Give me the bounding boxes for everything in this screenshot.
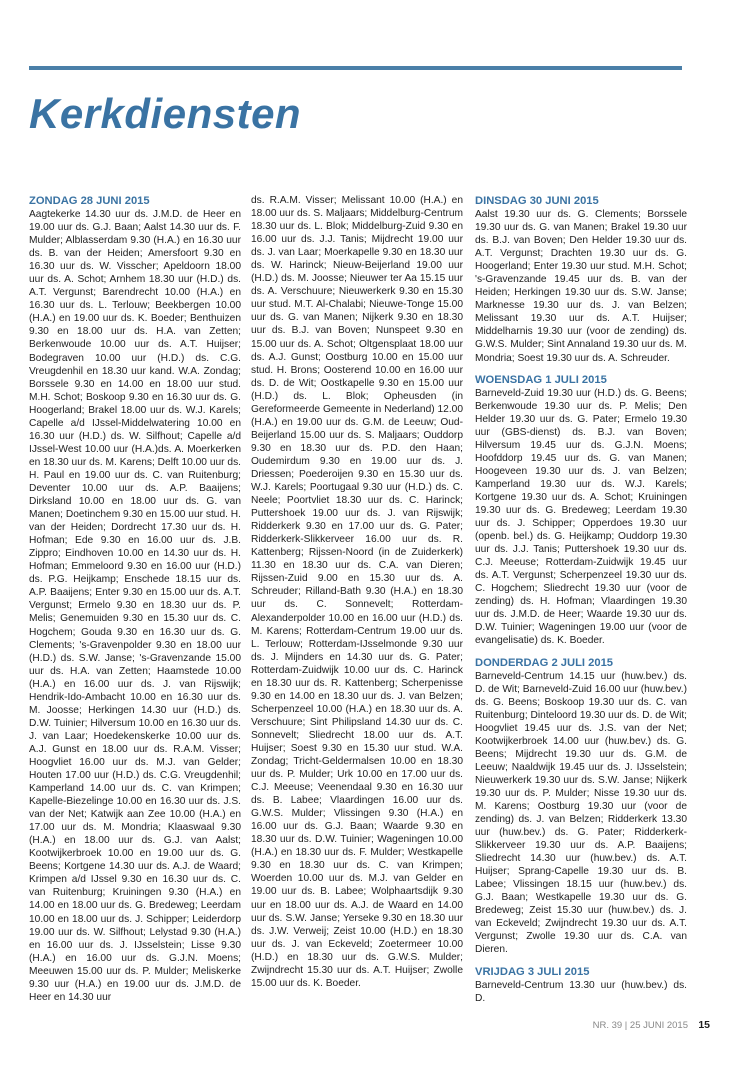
section-text: Aalst 19.30 uur ds. G. Clements; Borssele 19.30 uur ds. G. van Manen; Brakel 19.30 uur ds. B.J. van Boven; Den Helder 19.30 uur ds. A.T. Vergunst; Drachten 19.30 uur ds. G. Hoogerland; Enter 19.30 uur stud. M.H. Schot; 's-Gravenzande 19.45 uur ds. B. van der Heiden; Herkingen 19.30 uur ds. S.W. Janse; Marknesse 19.30 uur ds. J. van Belzen; Melissant 19.30 uur ds. A.T. Huijser; Middelharnis 19.30 uur (voor de zending) ds. G.W.S. Mulder; Sint Annaland 19.30 uur ds. M. Mondria; Soest 19.30 uur ds. A. Schreuder. bbox=[475, 209, 687, 364]
page-number: 15 bbox=[698, 1019, 710, 1031]
column-2 bbox=[251, 194, 463, 998]
section-text: ds. R.A.M. Visser; Melissant 10.00 (H.A.) en 18.00 uur ds. S. Maljaars; Middelburg-Centrum 18.30 uur ds. L. Blok; Middelburg-Zuid 9.30 en 16.00 uur ds. J.J. Tanis; Mijdrecht 19.00 uur ds. J. van Laar; Moerkapelle 9.30 en 18.30 uur ds. W. Harinck; Nieuw-Beijerland 19.00 uur (H.D.) ds. M. Joosse; Nieuwer ter Aa 15.15 uur ds. A. Verschuure; Nieuwerkerk 9.30 en 15.30 uur stud. M.T. Al-Chalabi; Nieuwe-Tonge 15.00 uur ds. G. van Manen; Nijkerk 9.30 en 18.30 uur ds. B.J. van Boven; Nunspeet 9.30 en 15.00 uur ds. A. Schot; Oltgensplaat 18.00 uur ds. A.J. Gunst; Oostburg 10.00 en 15.00 uur stud. H. Brons; Oosterend 10.00 en 16.00 uur ds. D. de Wit; Oostkapelle 9.30 en 15.00 uur (H.D.) ds. L. Blok; Opheusden (in Gereformeerde Gemeente in Nederland) 12.00 (H.A.) en 19.00 uur ds. G.M. de Leeuw; Oud-Beijerland 15.00 uur ds. S. Maljaars; Ouddorp 9.30 en 18.30 uur ds. P.D. den Haan; Oudemirdum 9.30 en 19.00 uur ds. J. Driessen; Poederoijen 9.30 en 15.30 uur ds. W.J. Karels; Poortugaal 9.30 uur (H.D.) ds. C. Neele; Poortvliet 18.30 uur ds. C. Harinck; Puttershoek 19.00 uur ds. J. van Rijswijk; Ridderkerk 9.30 en 17.00 uur ds. G. Pater; Ridderkerk-Slikkerveer 16.00 uur ds. R. Kattenberg; Rijssen-Noord (in de Zuiderkerk) 11.30 en 18.30 uur ds. C.A. van Dieren; Rijssen-Zuid 9.00 en 15.30 uur ds. A. Schreuder; Rilland-Bath 9.30 (H.A.) en 18.30 uur ds. C. Sonnevelt; Rotterdam-Alexanderpolder 10.00 en 16.00 uur (H.D.) ds. M. Karens; Rotterdam-Centrum 19.00 uur ds. L. Terlouw; Rotterdam-IJsselmonde 9.30 uur ds. J. Mijnders en 14.30 uur ds. G. Pater; Rotterdam-Zuidwijk 10.00 uur ds. C. Harinck en 18.30 uur ds. R. Kattenberg; Scherpenisse 9.30 en 14.00 en 18.30 uur ds. J. van Belzen; Scherpenzeel 10.00 (H.A.) en 18.30 uur ds. A. Verschuure; Sint Philipsland 14.30 uur ds. C. Sonnevelt; Sliedrecht 18.00 uur ds. A.T. Huijser; Soest 9.30 en 15.30 uur stud. W.A. Zondag; Tricht-Geldermalsen 10.00 en 18.30 uur ds. P. Mulder; Urk 10.00 en 17.00 uur ds. C.J. Meeuse; Veenendaal 9.30 en 16.30 uur ds. B. Labee; Vlaardingen 16.00 uur ds. G.W.S. Mulder; Vlissingen 9.30 (H.A.) en 16.00 uur ds. G.J. Baan; Waarde 9.30 en 18.30 uur ds. D.W. Tuinier; Wageningen 10.00 (H.A.) en 18.30 uur ds. F. Mulder; Westkapelle 9.30 en 18.30 uur ds. C. van Krimpen; Woerden 10.00 uur ds. M.J. van Gelder en 19.00 uur ds. B. Labee; Wolphaartsdijk 9.30 uur en 18.00 uur ds. A.J. de Waard en 14.00 uur ds. S.W. Janse; Yerseke 9.30 en 18.30 uur ds. J.W. Verweij; Zeist 10.00 (H.D.) en 18.30 uur ds. J. van Eckeveld; Zoetermeer 10.00 (H.D.) en 18.30 uur ds. G.W.S. Mulder; Zwijndrecht 15.30 uur ds. A.T. Huijser; Zwolle 15.00 uur ds. K. Boeder. bbox=[251, 195, 463, 989]
column-3 bbox=[475, 194, 687, 1013]
section-heading: WOENSDAG 1 JULI 2015 bbox=[475, 373, 607, 386]
section-text: Barneveld-Zuid 19.30 uur (H.D.) ds. G. Beens; Berkenwoude 19.30 uur ds. P. Melis; Den Helder 19.30 uur ds. G. Pater; Ermelo 19.30 uur (GBS-dienst) ds. B.J. van Boven; Hilversum 19.45 uur ds. G.J.N. Moens; Hoofddorp 19.45 uur ds. G. van Manen; Hoogeveen 19.30 uur ds. J. van Belzen; Kamperland 19.30 uur ds. W.J. Karels; Kortgene 19.30 uur ds. A. Schot; Kruiningen 19.30 uur ds. G. Bredeweg; Leerdam 19.30 uur ds. J. Schipper; Opperdoes 19.30 uur (openb. bel.) ds. G. Heijkamp; Ouddorp 19.30 uur ds. J.J. Tanis; Puttershoek 19.30 uur ds. C.J. Meeuse; Rotterdam-Zuidwijk 19.45 uur ds. A.T. Vergunst; Scherpenzeel 19.30 uur ds. C. Hogchem; Sliedrecht 19.30 uur (voor de zending) ds. H. Hofman; Vlaardingen 19.30 uur ds. J.M.D. de Heer; Waarde 19.30 uur ds. D.W. Tuinier; Wageningen 19.00 uur (voor de evangelisatie) ds. K. Boeder. bbox=[475, 387, 687, 647]
page-title: Kerkdiensten bbox=[29, 90, 302, 137]
section-heading: DONDERDAG 2 JULI 2015 bbox=[475, 656, 614, 669]
issue-info: NR. 39 | 25 JUNI 2015 bbox=[592, 1020, 688, 1031]
column-1 bbox=[29, 194, 241, 1012]
section-heading: ZONDAG 28 JUNI 2015 bbox=[29, 195, 150, 207]
section-text: Barneveld-Centrum 14.15 uur (huw.bev.) ds. D. de Wit; Barneveld-Zuid 16.00 uur (huw.bev.) ds. G. Beens; Boskoop 19.30 uur ds. C. van Ruitenburg; Dinteloord 19.30 uur ds. D. de Wit; Hoogvliet 19.45 uur ds. J.S. van der Net; Kootwijkerbroek 14.00 uur (huw.bev.) ds. G. Beens; Mijdrecht 19.30 uur ds. G.M. de Leeuw; Naaldwijk 19.45 uur ds. J. IJsselstein; Nieuwerkerk 19.30 uur ds. S.W. Janse; Nijkerk 19.30 uur ds. P. Mulder; Nisse 19.30 uur ds. M. Karens; Oostburg 19.30 uur (voor de zending) ds. J. van Belzen; Ridderkerk 13.30 uur (huw.bev.) ds. G. Pater; Ridderkerk-Slikkerveer 19.30 uur ds. A.P. Baaijens; Sliedrecht 14.30 uur (huw.bev.) ds. A.T. Huijser; Sprang-Capelle 19.30 uur ds. B. Labee; Vlissingen 18.15 uur (huw.bev.) ds. G.J. Baan; Westkapelle 19.30 uur ds. G. Bredeweg; Zeist 15.30 uur (huw.bev.) ds. J. van Eckeveld; Zwijndrecht 19.30 uur ds. A.T. Vergunst; Zwolle 19.30 uur ds. C.A. van Dieren. bbox=[475, 670, 687, 956]
top-rule bbox=[29, 66, 682, 70]
section-heading: VRIJDAG 3 JULI 2015 bbox=[475, 965, 590, 978]
section-text: Aagtekerke 14.30 uur ds. J.M.D. de Heer en 19.00 uur ds. G.J. Baan; Aalst 14.30 uur ds. F. Mulder; Alblasserdam 9.30 (H.A.) en 16.30 uur ds. B. van der Heiden; Amersfoort 9.30 en 16.30 uur ds. W. Visscher; Apeldoorn 18.00 uur ds. A. Schot; Arnhem 18.30 uur (H.D.) ds. A.T. Vergunst; Barendrecht 10.00 (H.A.) en 16.30 uur ds. L. Terlouw; Beekbergen 10.00 (H.A.) en 19.00 uur ds. K. Boeder; Benthuizen 9.30 en 18.00 uur ds. H.A. van Zetten; Berkenwoude 10.00 uur ds. A.T. Huijser; Bodegraven 10.00 uur (H.D.) ds. C.G. Vreugdenhil en 18.30 uur kand. W.A. Zondag; Borssele 9.30 en 14.00 en 18.00 uur stud. M.H. Schot; Boskoop 9.30 en 16.30 uur ds. G. Hoogerland; Brakel 18.00 uur ds. W.J. Karels; Capelle a/d IJssel-Middelwatering 10.00 en 16.30 uur (H.D.) ds. W. Silfhout; Capelle a/d IJssel-West 10.00 uur (H.A.)ds. A. Moerkerken en 18.30 uur ds. M. Karens; Delft 10.00 uur ds. H. Paul en 19.00 uur ds. C. van Ruitenburg; Deventer 10.00 uur ds. A.P. Baaijens; Dirksland 10.00 en 18.00 uur ds. G. van Manen; Doetinchem 9.30 en 15.00 uur stud. H. van der Heiden; Dordrecht 17.30 uur ds. H. Hofman; Ede 9.30 en 16.00 uur ds. J.B. Zippro; Eindhoven 10.00 en 14.30 uur ds. H. Hofman; Emmeloord 9.30 en 16.00 uur (H.D.) ds. P.G. Heijkamp; Enschede 18.15 uur ds. A.P. Baaijens; Enter 9.30 en 15.00 uur ds. A.T. Vergunst; Ermelo 9.30 en 18.30 uur ds. P. Melis; Genemuiden 9.30 en 15.30 uur ds. C. Hogchem; Gouda 9.30 en 16.30 uur ds. G. Clements; 's-Gravenpolder 9.30 en 18.00 uur (H.D.) ds. S.W. Janse; 's-Gravenzande 15.00 uur ds. H.A. van Zetten; Haamstede 10.00 (H.A.) en 16.00 uur ds. J. van Rijswijk; Hendrik-Ido-Ambacht 10.00 en 16.30 uur ds. M. Joosse; Herkingen 14.30 uur (H.D.) ds. D.W. Tuinier; Hilversum 10.00 en 16.30 uur ds. J. van Laar; Hoedekenskerke 10.00 uur ds. A.J. Gunst en 18.00 uur ds. R.A.M. Visser; Hoogvliet 16.00 uur ds. M.J. van Gelder; Houten 17.00 uur (H.D.) ds. C.G. Vreugdenhil; Kamperland 14.00 uur ds. C. van Krimpen; Kapelle-Biezelinge 10.00 en 16.30 uur ds. J.S. van der Net; Katwijk aan Zee 10.00 (H.A.) en 17.00 uur ds. M. Mondria; Klaaswaal 9.30 (H.A.) en 18.00 uur ds. G.J. van Aalst; Kootwijkerbroek 10.00 en 19.00 uur ds. G. Beens; Kortgene 14.30 uur ds. A.J. de Waard; Krimpen a/d IJssel 9.30 en 16.30 uur ds. C. van Ruitenburg; Kruiningen 9.30 (H.A.) en 14.00 en 18.00 uur ds. G. Bredeweg; Leerdam 10.00 en 18.00 uur ds. J. Schipper; Leiderdorp 19.00 uur ds. W. Silfhout; Lelystad 9.30 (H.A.) en 16.00 uur ds. J. IJsselstein; Lisse 9.30 (H.A.) en 16.00 uur ds. G.J.N. Moens; Meeuwen 15.00 uur ds. P. Mulder; Meliskerke 9.30 uur (H.A.) en 19.00 uur ds. J.M.D. de Heer en 14.30 uur bbox=[29, 209, 241, 1003]
section-heading: DINSDAG 30 JUNI 2015 bbox=[475, 195, 599, 207]
section-text: Barneveld-Centrum 13.30 uur (huw.bev.) ds. D. bbox=[475, 979, 687, 1004]
